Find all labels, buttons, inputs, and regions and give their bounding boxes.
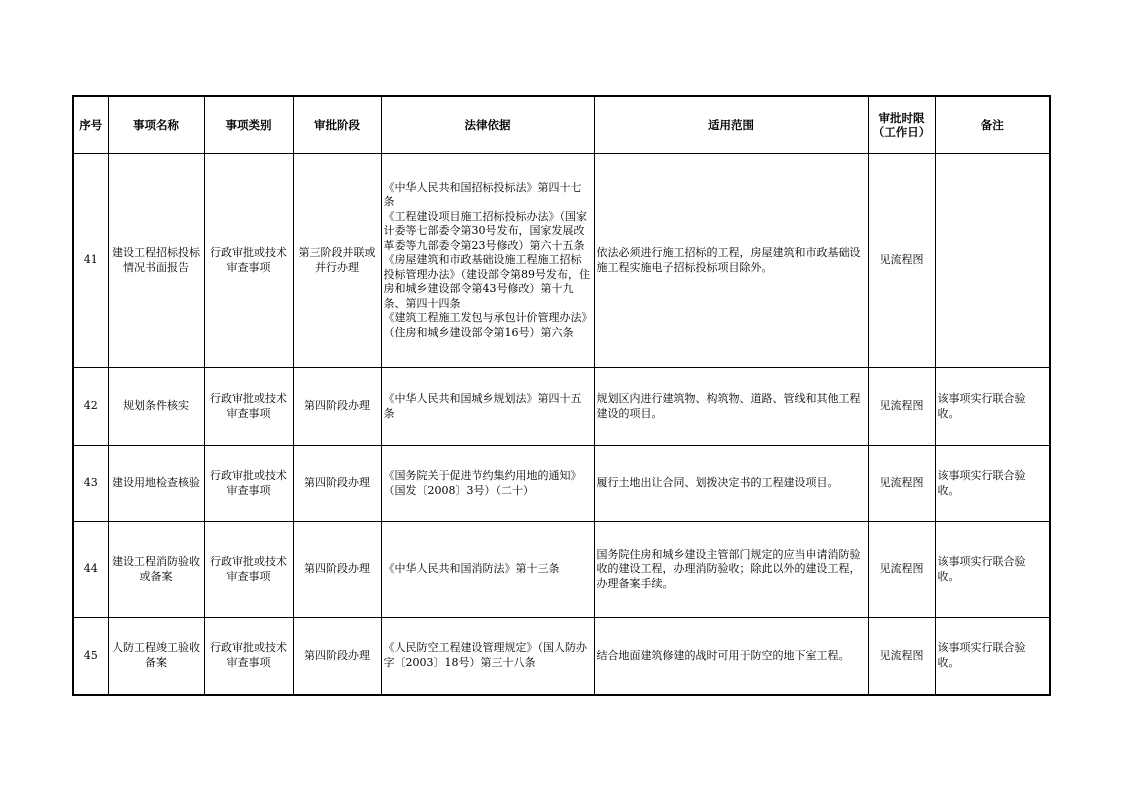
cell-remarks: 该事项实行联合验收。 — [935, 522, 1050, 618]
header-scope: 适用范围 — [594, 96, 868, 154]
header-name: 事项名称 — [108, 96, 204, 154]
cell-category: 行政审批或技术审查事项 — [204, 522, 293, 618]
table-row — [73, 368, 1050, 446]
cell-remarks: 该事项实行联合验收。 — [935, 446, 1050, 522]
header-row — [73, 96, 1050, 154]
cell-no: 43 — [73, 446, 108, 522]
header-basis: 法律依据 — [381, 96, 594, 154]
cell-basis: 《人民防空工程建设管理规定》（国人防办字〔2003〕18号）第三十八条 — [381, 618, 594, 695]
header-time-limit-line2: （工作日） — [872, 125, 931, 139]
cell-no: 42 — [73, 368, 108, 446]
cell-time-limit: 见流程图 — [868, 522, 935, 618]
cell-basis: 《中华人民共和国消防法》第十三条 — [381, 522, 594, 618]
cell-basis: 《中华人民共和国城乡规划法》第四十五条 — [381, 368, 594, 446]
header-category: 事项类别 — [204, 96, 293, 154]
cell-no: 41 — [73, 154, 108, 368]
cell-name: 建设工程招标投标情况书面报告 — [108, 154, 204, 368]
cell-name: 人防工程竣工验收备案 — [108, 618, 204, 695]
cell-scope: 国务院住房和城乡建设主管部门规定的应当申请消防验收的建设工程，办理消防验收；除此以外的建设工程，办理备案手续。 — [594, 522, 868, 618]
cell-stage: 第四阶段办理 — [293, 446, 381, 522]
cell-name: 规划条件核实 — [108, 368, 204, 446]
approval-items-table — [72, 95, 1051, 696]
cell-name: 建设用地检查核验 — [108, 446, 204, 522]
cell-time-limit: 见流程图 — [868, 154, 935, 368]
cell-scope: 结合地面建筑修建的战时可用于防空的地下室工程。 — [594, 618, 868, 695]
cell-category: 行政审批或技术审查事项 — [204, 368, 293, 446]
cell-time-limit: 见流程图 — [868, 368, 935, 446]
cell-name: 建设工程消防验收或备案 — [108, 522, 204, 618]
cell-scope: 依法必须进行施工招标的工程，房屋建筑和市政基础设施工程实施电子招标投标项目除外。 — [594, 154, 868, 368]
cell-remarks — [935, 154, 1050, 368]
cell-time-limit: 见流程图 — [868, 618, 935, 695]
cell-stage: 第四阶段办理 — [293, 618, 381, 695]
table-row — [73, 522, 1050, 618]
cell-remarks: 该事项实行联合验收。 — [935, 618, 1050, 695]
cell-category: 行政审批或技术审查事项 — [204, 154, 293, 368]
cell-stage: 第三阶段并联或并行办理 — [293, 154, 381, 368]
header-stage: 审批阶段 — [293, 96, 381, 154]
cell-no: 44 — [73, 522, 108, 618]
cell-time-limit: 见流程图 — [868, 446, 935, 522]
table-row — [73, 154, 1050, 368]
cell-category: 行政审批或技术审查事项 — [204, 618, 293, 695]
table-row — [73, 446, 1050, 522]
header-time-limit — [868, 96, 935, 154]
cell-category: 行政审批或技术审查事项 — [204, 446, 293, 522]
cell-stage: 第四阶段办理 — [293, 522, 381, 618]
cell-scope: 履行土地出让合同、划拨决定书的工程建设项目。 — [594, 446, 868, 522]
header-no: 序号 — [73, 96, 108, 154]
header-time-limit-line1: 审批时限 — [878, 110, 925, 125]
table-row — [73, 618, 1050, 695]
cell-remarks: 该事项实行联合验收。 — [935, 368, 1050, 446]
cell-scope: 规划区内进行建筑物、构筑物、道路、管线和其他工程建设的项目。 — [594, 368, 868, 446]
cell-basis: 《国务院关于促进节约集约用地的通知》（国发〔2008〕3号）（二十） — [381, 446, 594, 522]
cell-stage: 第四阶段办理 — [293, 368, 381, 446]
cell-basis: 《中华人民共和国招标投标法》第四十七条 《工程建设项目施工招标投标办法》（国家计委等七部委令第30号发布，国家发展改革委等九部委令第23号修改）第六十五条 《房屋建筑和市政基础设施工程施工招标投标管理办法》（建设部令第89号发布，住房和城乡建设部令第43号修改）第十九条、第四十四条 《建筑工程施工发包与承包计价管理办法》（住房和城乡建设部令第16号）第六条 — [381, 154, 594, 368]
header-remarks: 备注 — [935, 96, 1050, 154]
cell-no: 45 — [73, 618, 108, 695]
